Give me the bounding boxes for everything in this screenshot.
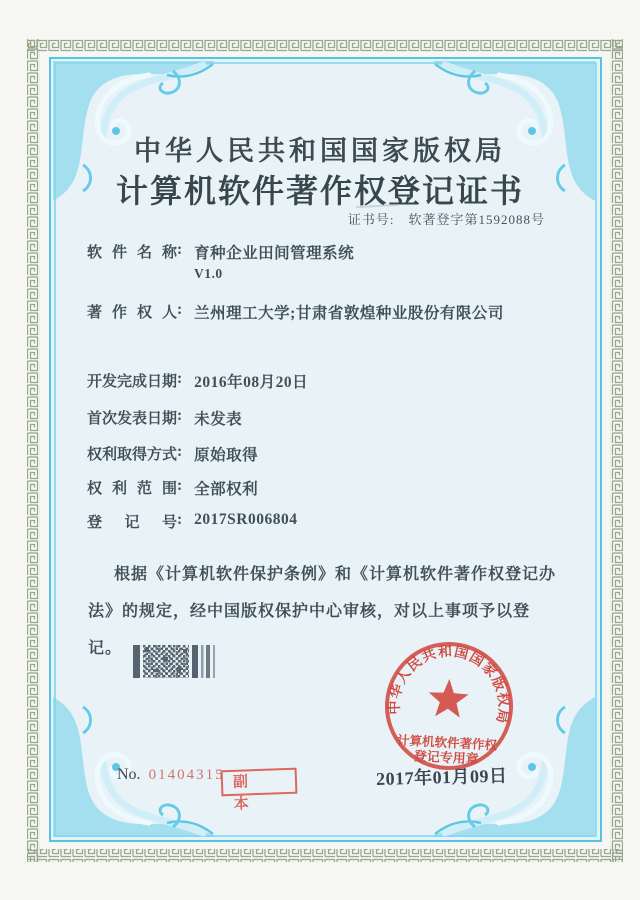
seal-ring-text: 中华人民共和国国家版权局 (387, 644, 511, 726)
certificate-number-line (348, 209, 545, 228)
field-colon: : (177, 370, 183, 387)
field-label: 首次发表日期 (87, 411, 178, 427)
barcode (133, 645, 225, 678)
field-first-publication (87, 407, 242, 429)
official-seal (375, 632, 522, 779)
field-value: 未发表 (194, 411, 243, 428)
seal-line1: 计算机软件著作权 (396, 733, 498, 753)
field-colon: : (177, 443, 183, 460)
field-label: 开发完成日期 (87, 374, 178, 390)
serial-number: 01404315 (148, 767, 225, 783)
field-colon: : (177, 301, 183, 318)
field-colon: : (177, 407, 183, 424)
field-label: 著作权人 (87, 305, 177, 321)
seal-star-icon (427, 678, 469, 718)
duplicate-copy-stamp: 副本 (221, 768, 298, 797)
field-value: 2016年08月20日 (194, 374, 309, 391)
certificate-number: 软著登字第1592088号 (408, 212, 545, 227)
field-label: 权利范围 (87, 481, 177, 497)
certificate-title: 计算机软件著作权登记证书 (115, 173, 524, 209)
field-value: 兰州理工大学;甘肃省敦煌种业股份有限公司 (194, 305, 504, 322)
certificate-number-label: 证书号: (347, 212, 395, 227)
issue-date: 2017年01月09日 (375, 765, 508, 789)
field-value: 育种企业田间管理系统 (194, 245, 355, 262)
field-copyright-owner (87, 301, 504, 323)
seal-line2: 登记专用章 (413, 748, 480, 767)
field-rights-scope (87, 477, 258, 499)
field-label: 登记号 (87, 515, 177, 531)
field-colon: : (177, 241, 183, 258)
field-registration-number (87, 511, 298, 532)
serial-label: No. (117, 766, 141, 783)
registration-statement: 根据《计算机软件保护条例》和《计算机软件著作权登记办法》的规定，经中国版权保护中心审核，对以上事项予以登记。 (88, 566, 557, 657)
field-acquisition-method (87, 443, 258, 465)
field-completion-date (87, 370, 308, 392)
serial-number-line (117, 766, 225, 784)
field-software-name (87, 241, 354, 282)
issuing-authority: 中华人民共和国国家版权局 (134, 136, 506, 166)
field-colon: : (177, 477, 183, 494)
field-colon: : (177, 511, 183, 528)
field-value: 全部权利 (194, 481, 259, 498)
software-version: V1.0 (194, 266, 223, 281)
field-value: 2017SR006804 (194, 511, 298, 528)
field-value: 原始取得 (194, 447, 259, 464)
field-label: 软件名称 (87, 245, 177, 261)
field-label: 权利取得方式 (87, 447, 178, 463)
